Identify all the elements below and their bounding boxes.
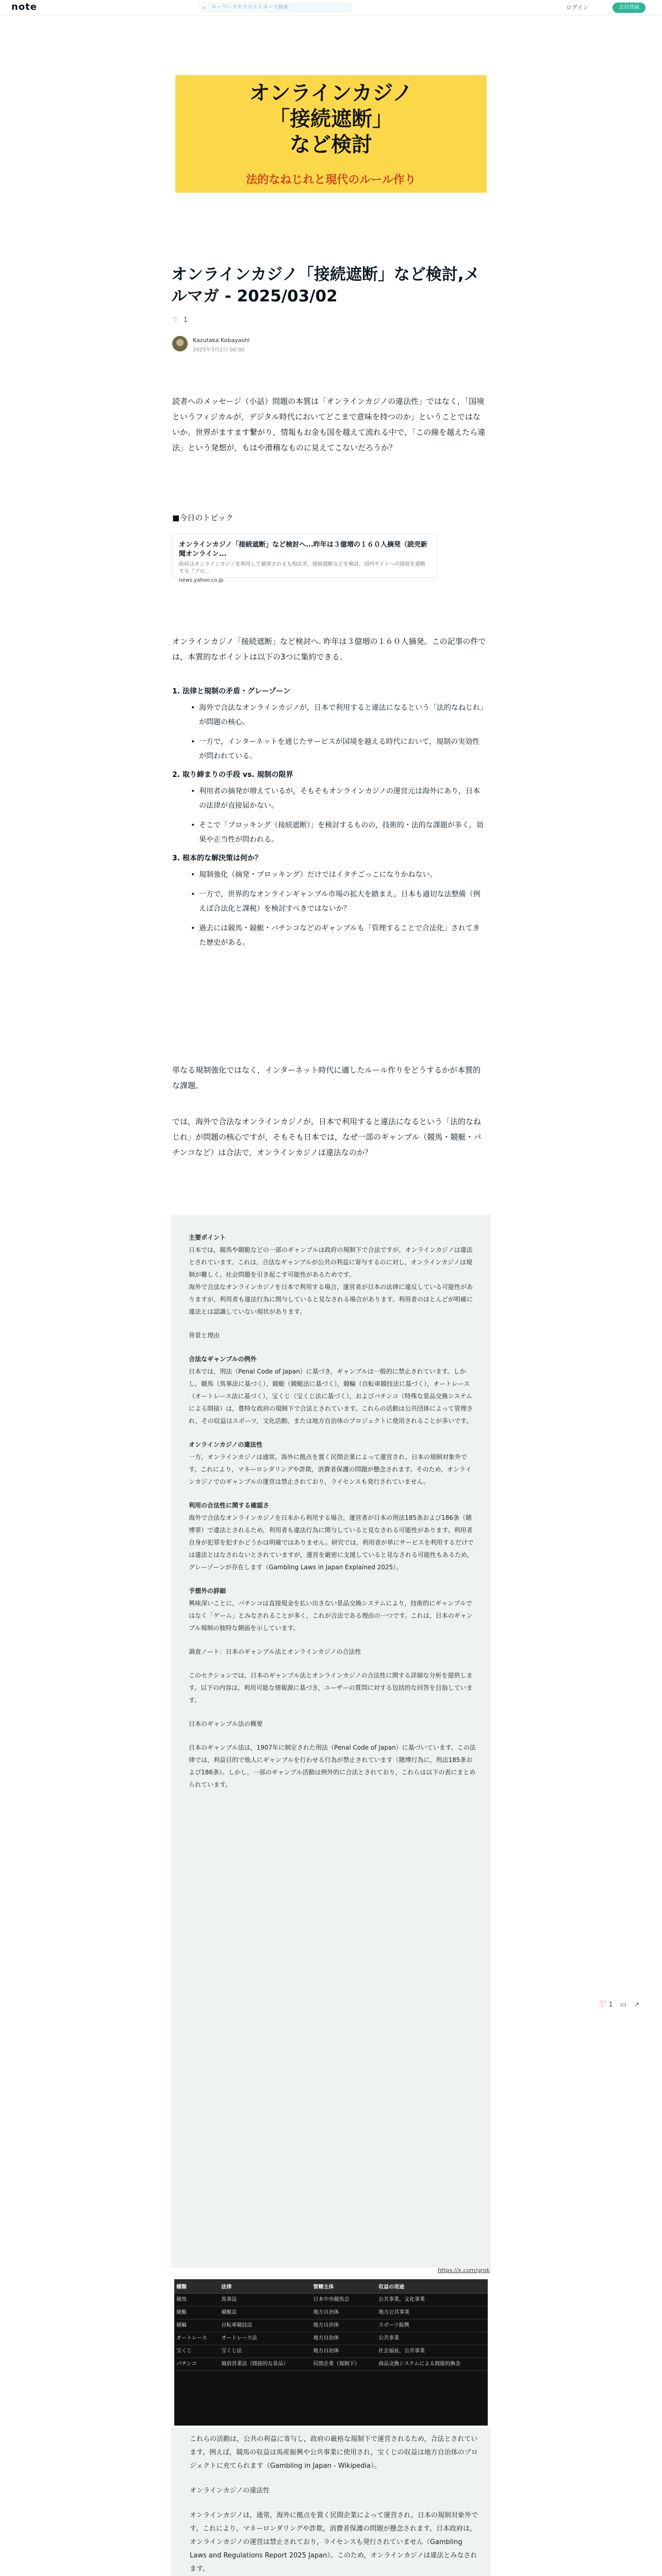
table-cell: 宝くじ法 <box>219 2345 311 2358</box>
table-row <box>174 2358 488 2371</box>
list-item: • そこで「ブロッキング（接続遮断）」を検討するものの，技術的・法的な課題が多く，効果や正当性が問われる。 <box>172 818 487 847</box>
table-cell: 公共事業 <box>376 2332 488 2345</box>
list-item: • 一方で，インターネットを通じたサービスが国境を越える時代において，規制の実効性が問われている。 <box>172 735 487 764</box>
table-row <box>174 2307 488 2319</box>
like-counter-top[interactable] <box>172 316 188 324</box>
author-block[interactable] <box>172 335 327 353</box>
section-heading: 合法なギャンブルの例外 <box>189 1355 257 1363</box>
eyecatch-line-2: 「接続遮断」 <box>269 107 393 131</box>
table-cell: 地方自治体 <box>311 2307 377 2319</box>
article-title: オンラインカジノ「接続遮断」など検討,メルマガ - 2025/03/02 <box>171 265 480 306</box>
section-body: このセクションでは，日本のギャンブル法とオンラインカジノの合法性に関する詳細な分析を提供します。以下の内容は，利用可能な情報源に基づき，ユーザーの質問に対する包括的な回答を目指しています。 <box>189 1672 473 1704</box>
section-body: 日本では，競馬や競艇などの一部のギャンブルは政府の規制下で合法ですが，オンラインカジノは違法とされています。これは，合法なギャンブルが公共の利益に寄与するのに対し，オンラインカジノは規制が難しく，社会問題を引き起こす可能性があるためです。 <box>189 1246 473 1278</box>
section-heading: 主要ポイント <box>189 1234 226 1241</box>
column-header: 管轄主体 <box>311 2279 377 2294</box>
table-cell: 自転車競技法 <box>219 2319 311 2332</box>
table-row <box>174 2345 488 2358</box>
key-points-list <box>172 685 487 955</box>
table-cell: 地方自治体 <box>311 2332 377 2345</box>
link-card-url: news.yahoo.co.jp <box>179 578 224 583</box>
list-item: • 利用者の摘発が増えているが，そもそもオンラインカジノの運営元は海外にあり，日本の法律が直接届かない。 <box>172 784 487 813</box>
search-placeholder: キーワードやクリエイターで検索 <box>211 5 289 10</box>
register-button[interactable]: 会員登録 <box>613 3 646 13</box>
heart-icon[interactable]: ♡ <box>172 316 178 324</box>
table-row <box>174 2332 488 2345</box>
publish-date: 2025年3月2日 00:00 <box>193 347 245 353</box>
eyecatch-image <box>175 75 487 193</box>
intro-paragraph: 読者へのメッセージ（小話）問題の本質は「オンラインカジノの違法性」ではなく，「国境というフィジカルが，デジタル時代においてどこまで意味を持つのか」ということではないか。世界がますます繋がり，情報もお金も国を越えて流れる中で，「この線を越えたら違法」という発想が，もはや滑稽なものに見えてこないだろうか？ <box>172 397 486 452</box>
point-1 <box>172 685 487 764</box>
section-body: 日本のギャンブル法は，1907年に制定された刑法（Penal Code of Japan）に基づいています。この法律では，利益目的で他人にギャンブルを行わせる行為が禁止されています（賭博行為に，刑法185条および186条）。しかし，一部のギャンブル活動は例外的に合法とされており，これらは以下の表にまとめられています。 <box>189 1744 476 1788</box>
quoted-answer-block <box>171 1215 491 2268</box>
mid-paragraph-1: 単なる規制強化ではなく，インターネット時代に適したルール作りをどうするかが本質的な課題。 <box>172 1065 481 1090</box>
section-heading: 日本のギャンブル法の概要 <box>189 1720 263 1727</box>
point-heading: 1. 法律と規制の矛盾・グレーゾーン <box>172 687 291 696</box>
section-body: 日本では，刑法（Penal Code of Japan）に基づき，ギャンブルは一般的に禁止されています。しかし，競馬（馬事法に基づく），競艇（競艇法に基づく），競輪（自転車競技法に基づく），オートレース（オートレース法に基づく），宝くじ（宝くじ法に基づく），およびパチンコ（特殊な景品交換システムによる間接）は，豊特な政府の規制下で合法とされています。これらの活動は公共団体によって管理され，その収益はスポーツ，文化活動，または地方自治体のプロジェクトに使用されることが多いです。 <box>189 1368 473 1425</box>
table-cell: スポーツ振興 <box>376 2319 488 2332</box>
point-3 <box>172 852 487 950</box>
search-icon: ⌕ <box>203 4 206 11</box>
global-header <box>0 0 662 15</box>
list-item: • 規制強化（摘発・ブロッキング）だけではイタチごっこになりかねない。 <box>172 868 487 882</box>
section-body: 興味深いことに，パチンコは直接現金を払い出さない景品交換システムにより，技術的にギャンブルではなく「ゲーム」とみなされることが多く，これが合法である理由の一つです。これは，日本のギャンブル規制の独特な側面を示しています。 <box>189 1600 473 1632</box>
table-cell: 競艇 <box>174 2307 219 2319</box>
table-cell: 民間企業（規制下） <box>311 2358 377 2371</box>
section-heading: 調査ノート：日本のギャンブル法とオンラインカジノの合法性 <box>189 1648 361 1655</box>
table-cell: 地方自治体 <box>311 2345 377 2358</box>
column-header: 種類 <box>174 2279 219 2294</box>
table-cell: 公共事業，文化事業 <box>376 2294 488 2307</box>
eyecatch-line-3: など検討 <box>290 133 372 157</box>
list-item: • 一方で，世界的なオンラインギャンブル市場の拡大を踏まえ，日本も適切な法整備（例えば合法化と課税）を検討すべきではないか？ <box>172 887 487 916</box>
section-heading: オンラインカジノの違法性 <box>190 2487 270 2495</box>
section-body: 海外で合法なオンラインカジノを日本から利用する場合，運営者が日本の刑法185条および186条（賭博罪）で違法とされるため，利用者も違法行為に関与していると見なされる可能性があります。利用者自身が犯罪を犯すかどうかは明確ではありません。研究では，利用者が単にサービスを利用するだけでは違法とはなされないとされていますが，運営を厳密に支援していると見なされる可能性もあるため，グレーゾーンが存在します（Gambling Laws in Japan Explained 2025）。 <box>189 1514 474 1571</box>
table-cell: 競輪 <box>174 2319 219 2332</box>
section-heading: 背景と理由 <box>189 1332 220 1339</box>
table-cell: 競馬 <box>174 2294 219 2307</box>
comment-icon[interactable]: ▭ <box>620 2001 627 2009</box>
table-cell: パチンコ <box>174 2358 219 2371</box>
link-card-title: オンラインカジノ「接続遮断」など検討へ...昨年は３億増の１６０人摘発（読売新聞オンライン... <box>179 541 427 558</box>
table-row <box>174 2294 488 2307</box>
section-heading: オンラインカジノの違法性 <box>189 1441 263 1448</box>
table-cell: 日本中央競馬会 <box>311 2294 377 2307</box>
section-body: 海外で合法なオンラインカジノを日本で利用する場合，運営者が日本の法律に違反している可能性がありますが，利用者も違法行為に関与していると見なされる場合があります。利用者のほとんどが明確に違法とは認識していない現状があります。 <box>189 1283 473 1315</box>
section-body: これらの活動は，公共の利益に寄与し，政府の厳格な規制下で運営されるため，合法とされています。例えば，競馬の収益は馬産振興や公共事業に使用され，宝くじの収益は地方自治体のプロジェクトに充てられます（Gambling in Japan - Wikipedia）。 <box>190 2435 478 2470</box>
link-card-desc: 政府はオンラインカジノを利用して摘発されるも相次ぎ，接続遮断などを検討。国内サイトへの接続を遮断する『ブロ... <box>179 562 426 574</box>
table-cell: オートレース法 <box>219 2332 311 2345</box>
source-link[interactable]: https://x.com/grok <box>438 2267 490 2274</box>
point-2 <box>172 769 487 847</box>
lower-text <box>190 2433 478 2576</box>
section-body: 一方，オンラインカジノは通常，海外に拠点を置く民間企業によって運営され，日本の規制対象外です。これにより，マネーロンダリングや詐欺，消費者保護の問題が懸念されます。そのため，オンラインカジノでのギャンブルの運営は禁止されており，ライセンスも発行されていません。 <box>189 1453 472 1485</box>
summary-paragraph: オンラインカジノ「接続遮断」など検討へ. 昨年は３億増の１６０人摘発。この記事の件では，本質的なポイントは以下の3つに集約できる。 <box>172 637 486 662</box>
table-cell: 地方自治体 <box>311 2319 377 2332</box>
list-item: • 過去には競馬・競艇・パチンコなどのギャンブルも「管理することで合法化」されてきた歴史がある。 <box>172 921 487 950</box>
mid-paragraph-2: では，海外で合法なオンラインカジノが，日本で利用すると違法になるという「法的なねじれ」が問題の核心ですが，そもそも日本では，なぜ一部のギャンブル（競馬・競艇・パチンコなど）は合法で，オンラインカジノは違法なのか？ <box>172 1117 482 1157</box>
section-heading: 利用の合法性に関する確認さ <box>189 1502 270 1509</box>
column-header: 収益の用途 <box>376 2279 488 2294</box>
table-cell: オートレース <box>174 2332 219 2345</box>
table-cell: 社会福祉，公共事業 <box>376 2345 488 2358</box>
floating-actions <box>599 1999 656 2011</box>
eyecatch-heading <box>175 80 487 158</box>
search-input[interactable] <box>198 2 353 13</box>
like-count: 1 <box>183 316 188 324</box>
share-icon[interactable]: ↗ <box>634 2001 640 2009</box>
list-item: • 海外で合法なオンラインカジノが，日本で利用すると違法になるという「法的なねじれ」が問題の核心。 <box>172 701 487 730</box>
legal-gambling-table <box>174 2279 488 2426</box>
login-link[interactable]: ログイン <box>566 4 589 11</box>
table-cell: 商品交換システムによる間接的換金 <box>376 2358 488 2371</box>
column-header: 法律 <box>219 2279 311 2294</box>
table-cell: 宝くじ <box>174 2345 219 2358</box>
eyecatch-line-1: オンラインカジノ <box>249 81 413 105</box>
section-body: オンラインカジノは，通常，海外に拠点を置く民間企業によって運営され，日本の規制対象外です。これにより，マネーロンダリングや詐欺，消費者保護の問題が懸念されます。日本政府は，オンラインカジノの運営は禁止されており，ライセンスも発行されていません（Gambling Laws and Regulations Report 2025 Japan）。このため，オンラインカジノは違法とみなされます。 <box>190 2512 478 2573</box>
table-cell: 風俗営業法（間接的な景品） <box>219 2358 311 2371</box>
side-like-count: 1 <box>608 2001 613 2009</box>
note-logo[interactable]: note <box>11 2 37 12</box>
table-cell: 競艇法 <box>219 2307 311 2319</box>
point-heading: 3. 根本的な解決策は何か？ <box>172 854 262 862</box>
eyecatch-subtitle: 法的なねじれと現代のルール作り <box>246 174 416 187</box>
table-cell: 馬事法 <box>219 2294 311 2307</box>
topic-heading: ■今日のトピック <box>172 513 234 522</box>
heart-icon[interactable]: ♡ <box>599 1999 607 2009</box>
avatar[interactable] <box>172 336 188 351</box>
section-heading: 予想外の詳細 <box>189 1587 226 1595</box>
point-heading: 2. 取り締まりの手段 vs. 規制の限界 <box>172 771 293 779</box>
link-card[interactable] <box>172 534 437 583</box>
author-name[interactable]: Kazutaka Kobayashi <box>193 337 250 344</box>
table-cell: 地方公共事業 <box>376 2307 488 2319</box>
table-row <box>174 2319 488 2332</box>
table-header-row <box>174 2279 488 2294</box>
